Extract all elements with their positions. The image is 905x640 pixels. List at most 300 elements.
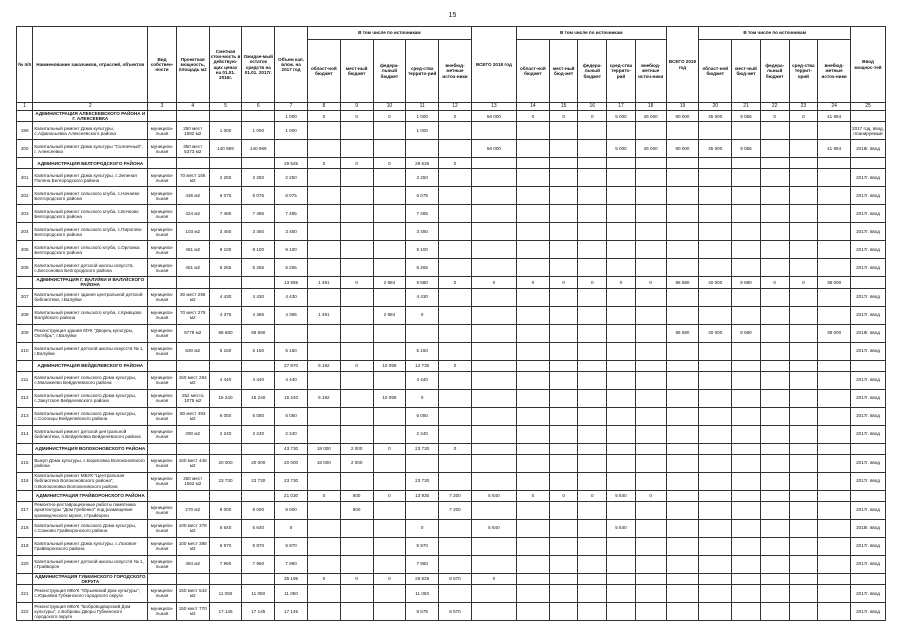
value-cell: [516, 140, 549, 158]
section-name: АДМИНИСТРАЦИЯ ВОЛОКОНОВСКОГО РАЙОНА: [33, 443, 148, 454]
value-cell: [732, 425, 761, 443]
value-cell: [789, 389, 818, 407]
value-cell: 1 000: [209, 122, 242, 140]
value-cell: [549, 360, 578, 371]
value-cell: [666, 454, 699, 472]
value-cell: [340, 205, 373, 223]
value-cell: [516, 501, 549, 519]
value-cell: муниципа-льная: [148, 519, 177, 537]
value-cell: [732, 360, 761, 371]
value-cell: [373, 324, 406, 342]
value-cell: 0: [760, 277, 789, 288]
value-cell: [439, 122, 472, 140]
value-cell: [732, 389, 761, 407]
value-cell: [699, 371, 732, 389]
value-cell: [818, 288, 851, 306]
value-cell: [242, 277, 275, 288]
value-cell: [699, 223, 732, 241]
value-cell: [307, 407, 340, 425]
value-cell: [307, 519, 340, 537]
value-cell: муниципа-льная: [148, 371, 177, 389]
value-cell: 4 440: [275, 371, 308, 389]
value-cell: 4 365: [275, 306, 308, 324]
value-cell: 2017г. ввод: [851, 223, 886, 241]
value-cell: [148, 490, 177, 501]
value-cell: [549, 324, 578, 342]
value-cell: [307, 241, 340, 259]
value-cell: [439, 140, 472, 158]
col-name: Наименование заказчиков, отраслей, объектов: [33, 27, 148, 103]
value-cell: [471, 342, 516, 360]
value-cell: [373, 140, 406, 158]
value-cell: [818, 472, 851, 490]
row-number-cell: 208: [17, 306, 33, 324]
row-number-cell: [17, 158, 33, 169]
value-cell: [209, 111, 242, 122]
value-cell: 4 430: [275, 288, 308, 306]
column-number: 9: [340, 103, 373, 111]
value-cell: [818, 490, 851, 501]
value-cell: 23 730: [406, 443, 439, 454]
value-cell: 0: [340, 573, 373, 584]
value-cell: [635, 306, 666, 324]
value-cell: 17 145: [242, 602, 275, 620]
value-cell: [516, 342, 549, 360]
value-cell: [406, 324, 439, 342]
value-cell: 1 000: [275, 111, 308, 122]
value-cell: 250 мест 1562 м2: [176, 472, 209, 490]
value-cell: [732, 259, 761, 277]
value-cell: 0: [307, 573, 340, 584]
value-cell: 6 050: [242, 407, 275, 425]
value-cell: муниципа-льная: [148, 425, 177, 443]
value-cell: 40 000: [699, 277, 732, 288]
row-number-cell: 203: [17, 205, 33, 223]
value-cell: 4 440: [209, 371, 242, 389]
value-cell: [373, 501, 406, 519]
value-cell: 4 430: [209, 288, 242, 306]
value-cell: 7 485: [275, 205, 308, 223]
section-name: АДМИНИСТРАЦИЯ ВЕЙДЕЛЕВСКОГО РАЙОНА: [33, 360, 148, 371]
col-group-sources-2019: В том числе по источникам: [699, 27, 851, 40]
value-cell: [732, 187, 761, 205]
value-cell: [607, 389, 636, 407]
value-cell: 3 450: [275, 223, 308, 241]
value-cell: 0: [406, 519, 439, 537]
value-cell: [148, 277, 177, 288]
table-row: [17, 407, 886, 425]
value-cell: 140 969: [209, 140, 242, 158]
value-cell: [578, 158, 607, 169]
value-cell: [340, 389, 373, 407]
value-cell: 6 075: [242, 187, 275, 205]
value-cell: 86 680: [209, 324, 242, 342]
subcol-2017-5: внебюд-жетные источ-ники: [439, 40, 472, 103]
value-cell: [549, 537, 578, 555]
subcol-2018-2: мест-ный бюд-жет: [549, 40, 578, 103]
value-cell: [789, 537, 818, 555]
value-cell: 2017г. ввод: [851, 425, 886, 443]
value-cell: [760, 472, 789, 490]
row-number-cell: 207: [17, 288, 33, 306]
table-row: [17, 519, 886, 537]
value-cell: [549, 501, 578, 519]
value-cell: [666, 425, 699, 443]
column-number: 13: [471, 103, 516, 111]
value-cell: [471, 602, 516, 620]
value-cell: [307, 205, 340, 223]
value-cell: [549, 573, 578, 584]
value-cell: [578, 537, 607, 555]
value-cell: 2017г. ввод: [851, 501, 886, 519]
value-cell: [307, 584, 340, 602]
value-cell: 424 м2: [176, 205, 209, 223]
value-cell: муниципа-льная: [148, 454, 177, 472]
section-name: АДМИНИСТРАЦИЯ АЛЕКСЕЕВСКОГО РАЙОНА И Г. АЛЕКСЕЕВКА: [33, 111, 148, 122]
value-cell: [549, 443, 578, 454]
value-cell: [439, 519, 472, 537]
row-number-cell: 221: [17, 584, 33, 602]
value-cell: 80 мест 493 м2: [176, 407, 209, 425]
value-cell: [578, 389, 607, 407]
col-total-2018: ВСЕГО 2018 год: [471, 27, 516, 103]
value-cell: 2018г. ввод: [851, 519, 886, 537]
subcol-2017-2: мест-ный бюджет: [340, 40, 373, 103]
column-number: 2: [33, 103, 148, 111]
value-cell: [666, 158, 699, 169]
value-cell: 9 056: [732, 140, 761, 158]
value-cell: [635, 389, 666, 407]
value-cell: 0: [635, 490, 666, 501]
subcol-2017-3: федера-льный бюджет: [373, 40, 406, 103]
value-cell: [732, 454, 761, 472]
value-cell: [549, 584, 578, 602]
value-cell: [789, 241, 818, 259]
value-cell: [439, 169, 472, 187]
value-cell: [851, 443, 886, 454]
row-number-cell: [17, 573, 33, 584]
value-cell: [732, 573, 761, 584]
value-cell: [818, 555, 851, 573]
value-cell: [373, 407, 406, 425]
value-cell: [760, 122, 789, 140]
row-number-cell: 211: [17, 371, 33, 389]
object-name: Капитальный ремонт Дома культуры, с.Лозовое Грайворонского района: [33, 537, 148, 555]
value-cell: [607, 360, 636, 371]
table-row: [17, 342, 886, 360]
value-cell: 5 150: [406, 342, 439, 360]
value-cell: [549, 389, 578, 407]
table-row: [17, 140, 886, 158]
value-cell: [666, 537, 699, 555]
value-cell: [439, 425, 472, 443]
value-cell: [340, 472, 373, 490]
value-cell: [851, 490, 886, 501]
table-row: [17, 389, 886, 407]
value-cell: 2017г. ввод: [851, 454, 886, 472]
value-cell: [635, 371, 666, 389]
value-cell: [578, 602, 607, 620]
value-cell: 21 030: [275, 490, 308, 501]
value-cell: 2017г. ввод: [851, 584, 886, 602]
row-number-cell: 217: [17, 501, 33, 519]
object-name: Капитальный ремонт сельского клуба, с.Пирогово-Белгородского района: [33, 223, 148, 241]
value-cell: [760, 519, 789, 537]
value-cell: 2017г. ввод: [851, 602, 886, 620]
value-cell: 5 640: [607, 519, 636, 537]
value-cell: [307, 537, 340, 555]
value-cell: 0: [340, 277, 373, 288]
value-cell: [340, 122, 373, 140]
object-name: Капитальный ремонт сельского клуба, с.Кривцово Валуйского района: [33, 306, 148, 324]
value-cell: 0: [789, 111, 818, 122]
value-cell: [666, 371, 699, 389]
column-number: 12: [439, 103, 472, 111]
value-cell: [471, 555, 516, 573]
object-name: Капитальный ремонт Дома культуры, с.Афанасьевка Алексеевского района: [33, 122, 148, 140]
value-cell: 40 000: [699, 324, 732, 342]
value-cell: 9 100: [242, 241, 275, 259]
value-cell: [307, 425, 340, 443]
value-cell: [439, 342, 472, 360]
value-cell: [406, 140, 439, 158]
value-cell: [307, 501, 340, 519]
value-cell: 2017г. ввод: [851, 555, 886, 573]
value-cell: 2017г. ввод: [851, 169, 886, 187]
value-cell: 6 050: [209, 407, 242, 425]
object-name: Капитальный ремонт сельского клуба, с.Орловка Белгородского района: [33, 241, 148, 259]
value-cell: [760, 501, 789, 519]
value-cell: [439, 324, 472, 342]
value-cell: [307, 122, 340, 140]
row-number-cell: 200: [17, 140, 33, 158]
value-cell: [340, 223, 373, 241]
value-cell: [666, 389, 699, 407]
value-cell: 8 680: [732, 277, 761, 288]
value-cell: 5779 м2: [176, 324, 209, 342]
value-cell: [516, 573, 549, 584]
value-cell: [732, 584, 761, 602]
value-cell: 2017г. ввод: [851, 259, 886, 277]
value-cell: 27 970: [275, 360, 308, 371]
value-cell: [340, 324, 373, 342]
value-cell: 5 970: [209, 537, 242, 555]
value-cell: 3 450: [242, 223, 275, 241]
value-cell: 18 000: [307, 454, 340, 472]
object-name: Выкуп Дома культуры, с.Борисовка Волоконовского района: [33, 454, 148, 472]
value-cell: [699, 454, 732, 472]
value-cell: 6 075: [275, 187, 308, 205]
value-cell: [471, 443, 516, 454]
value-cell: [439, 472, 472, 490]
value-cell: [439, 241, 472, 259]
value-cell: 150 мест 770 м2: [176, 602, 209, 620]
row-number-cell: 202: [17, 187, 33, 205]
value-cell: [471, 187, 516, 205]
value-cell: [176, 360, 209, 371]
value-cell: 0: [373, 111, 406, 122]
value-cell: [699, 490, 732, 501]
value-cell: [607, 501, 636, 519]
col-group-sources-2017: В том числе по источникам: [307, 27, 471, 40]
value-cell: [373, 537, 406, 555]
value-cell: 17 145: [275, 602, 308, 620]
value-cell: [699, 407, 732, 425]
value-cell: 0: [549, 111, 578, 122]
value-cell: [549, 140, 578, 158]
value-cell: [789, 602, 818, 620]
value-cell: 20 000: [209, 454, 242, 472]
value-cell: [307, 371, 340, 389]
table-row: [17, 371, 886, 389]
value-cell: [699, 472, 732, 490]
value-cell: [209, 443, 242, 454]
value-cell: [666, 573, 699, 584]
value-cell: [549, 122, 578, 140]
value-cell: [789, 443, 818, 454]
value-cell: [760, 342, 789, 360]
object-name: Капитальный ремонт детской школы искусств № 1, г.Грайворон: [33, 555, 148, 573]
value-cell: муниципа-льная: [148, 501, 177, 519]
section-row: [17, 111, 886, 122]
value-cell: [699, 425, 732, 443]
value-cell: [607, 602, 636, 620]
value-cell: [549, 472, 578, 490]
value-cell: 1 000: [275, 122, 308, 140]
value-cell: [732, 223, 761, 241]
value-cell: [789, 407, 818, 425]
value-cell: [666, 472, 699, 490]
value-cell: 8 575: [406, 602, 439, 620]
value-cell: муниципа-льная: [148, 205, 177, 223]
value-cell: [699, 584, 732, 602]
object-name: Реконструкция МБУК "Юрьевский Дом культуры", с.Юрьевка Губкинского городского округа: [33, 584, 148, 602]
value-cell: 35 195: [275, 573, 308, 584]
value-cell: 0: [373, 573, 406, 584]
value-cell: муниципа-льная: [148, 140, 177, 158]
row-number-cell: 205: [17, 241, 33, 259]
value-cell: 1 491: [307, 277, 340, 288]
value-cell: [373, 169, 406, 187]
value-cell: [471, 371, 516, 389]
value-cell: [607, 537, 636, 555]
value-cell: 2018г. ввод: [851, 140, 886, 158]
value-cell: 8 680: [732, 324, 761, 342]
value-cell: [699, 241, 732, 259]
section-row: [17, 360, 886, 371]
value-cell: [176, 573, 209, 584]
value-cell: [789, 306, 818, 324]
value-cell: [340, 187, 373, 205]
value-cell: [789, 288, 818, 306]
value-cell: [516, 389, 549, 407]
value-cell: [209, 573, 242, 584]
value-cell: [578, 454, 607, 472]
value-cell: 5 970: [275, 537, 308, 555]
value-cell: [439, 259, 472, 277]
value-cell: [851, 158, 886, 169]
value-cell: 8 000: [275, 501, 308, 519]
value-cell: 2 250: [275, 169, 308, 187]
value-cell: [516, 223, 549, 241]
value-cell: 0: [340, 111, 373, 122]
value-cell: [818, 443, 851, 454]
value-cell: [242, 443, 275, 454]
value-cell: 5 150: [275, 342, 308, 360]
value-cell: 0: [607, 277, 636, 288]
value-cell: 800: [340, 501, 373, 519]
value-cell: [818, 501, 851, 519]
row-number-cell: 201: [17, 169, 33, 187]
value-cell: муниципа-льная: [148, 187, 177, 205]
value-cell: [549, 602, 578, 620]
value-cell: [760, 223, 789, 241]
value-cell: [373, 454, 406, 472]
value-cell: [578, 425, 607, 443]
value-cell: [471, 360, 516, 371]
value-cell: [760, 389, 789, 407]
section-row: [17, 490, 886, 501]
value-cell: [307, 140, 340, 158]
value-cell: 4 440: [242, 371, 275, 389]
value-cell: 4 430: [242, 288, 275, 306]
value-cell: 8 570: [439, 602, 472, 620]
value-cell: [666, 241, 699, 259]
value-cell: 20 000: [242, 454, 275, 472]
value-cell: [578, 140, 607, 158]
value-cell: [340, 602, 373, 620]
value-cell: [760, 288, 789, 306]
value-cell: [148, 443, 177, 454]
value-cell: [340, 555, 373, 573]
value-cell: 13 930: [406, 490, 439, 501]
value-cell: 2017г. ввод: [851, 306, 886, 324]
value-cell: 100 мест 388 м2: [176, 537, 209, 555]
value-cell: [578, 306, 607, 324]
value-cell: [818, 602, 851, 620]
value-cell: [789, 573, 818, 584]
value-cell: 8 000: [242, 501, 275, 519]
value-cell: 15 240: [209, 389, 242, 407]
value-cell: 11 050: [406, 584, 439, 602]
value-cell: [607, 407, 636, 425]
value-cell: [732, 306, 761, 324]
value-cell: [789, 259, 818, 277]
value-cell: 8 000: [209, 501, 242, 519]
value-cell: 23 730: [209, 472, 242, 490]
section-name: АДМИНИСТРАЦИЯ ГРАЙВОРОНСКОГО РАЙОНА: [33, 490, 148, 501]
value-cell: [373, 472, 406, 490]
value-cell: 23 730: [406, 472, 439, 490]
table-row: [17, 454, 886, 472]
value-cell: 1 000: [242, 122, 275, 140]
object-name: Капитальный ремонт МБУК "Центральная библиотека Волоконовского района", п.Волоконовка Волоконовского района: [33, 472, 148, 490]
value-cell: 0: [471, 277, 516, 288]
column-number: 7: [275, 103, 308, 111]
subcol-2019-4: сред-ства террит-орий: [789, 40, 818, 103]
column-number: 15: [549, 103, 578, 111]
subcol-2019-2: мест-ный бюд-жет: [732, 40, 761, 103]
value-cell: [516, 288, 549, 306]
value-cell: [635, 288, 666, 306]
value-cell: [760, 140, 789, 158]
value-cell: 0: [373, 443, 406, 454]
value-cell: [406, 454, 439, 472]
value-cell: 2017г. ввод: [851, 537, 886, 555]
value-cell: [732, 555, 761, 573]
value-cell: [666, 205, 699, 223]
value-cell: [307, 187, 340, 205]
